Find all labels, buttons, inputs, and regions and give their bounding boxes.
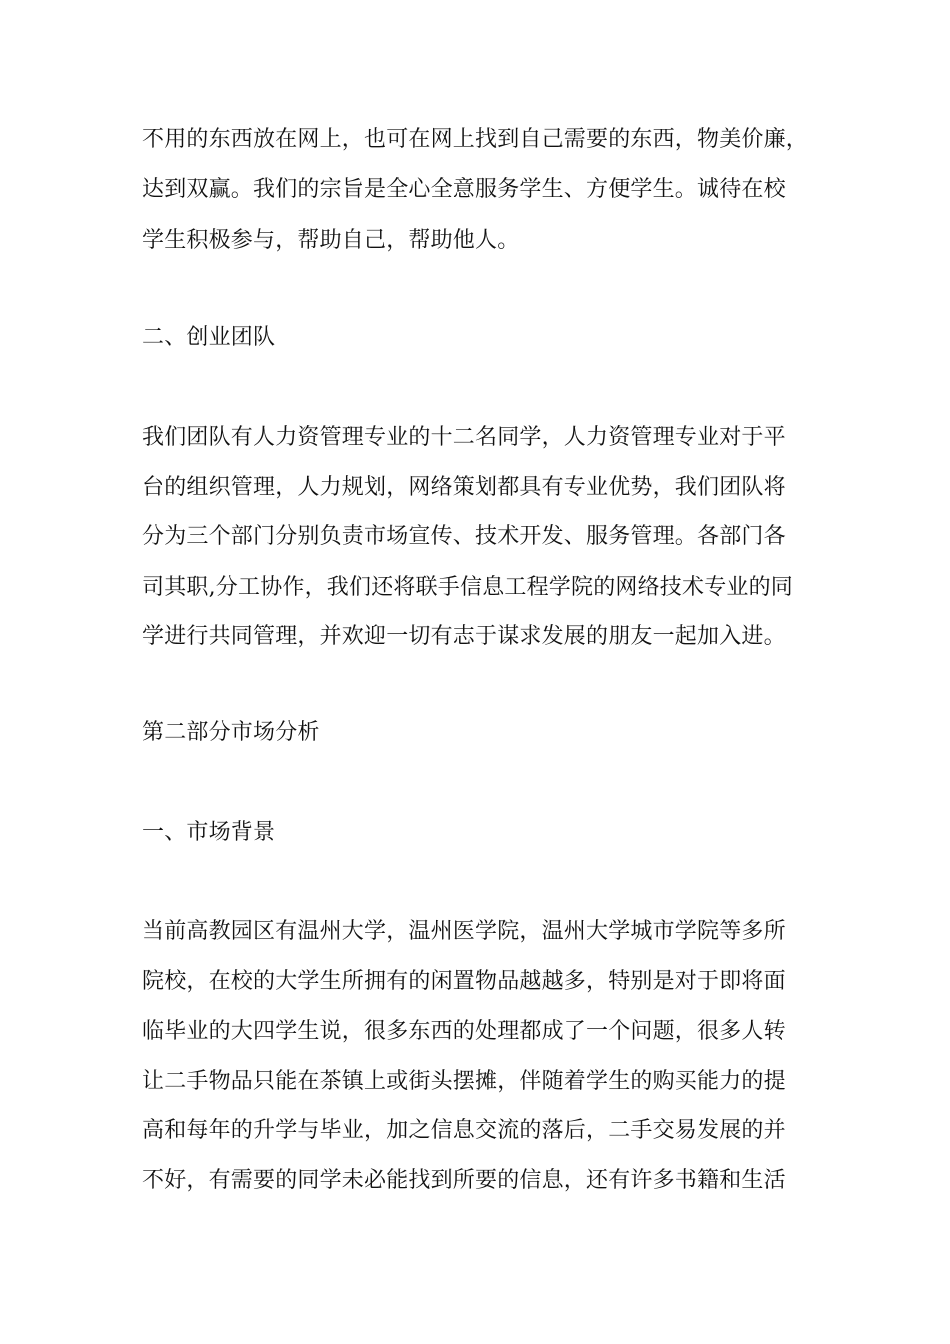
- section-heading-team: 二、创业团队: [142, 325, 276, 350]
- paragraph-line: 当前高教园区有温州大学，温州医学院，温州大学城市学院等多所: [142, 919, 786, 944]
- section-heading-market-background: 一、市场背景: [142, 820, 276, 845]
- paragraph-line: 让二手物品只能在茶镇上或街头摆摊，伴随着学生的购买能力的提: [142, 1069, 786, 1094]
- paragraph-line: 达到双赢。我们的宗旨是全心全意服务学生、方便学生。诚待在校: [142, 177, 786, 202]
- paragraph-line: 临毕业的大四学生说，很多东西的处理都成了一个问题，很多人转: [142, 1019, 786, 1044]
- paragraph-line: 高和每年的升学与毕业，加之信息交流的落后，二手交易发展的并: [142, 1118, 786, 1143]
- paragraph-line: 学生积极参与，帮助自己，帮助他人。: [142, 228, 520, 253]
- paragraph-line: 学进行共同管理，并欢迎一切有志于谋求发展的朋友一起加入进。: [142, 624, 786, 649]
- paragraph-line: 不用的东西放在网上，也可在网上找到自己需要的东西，物美价廉，: [142, 127, 809, 152]
- paragraph-line: 分为三个部门分别负责市场宣传、技术开发、服务管理。各部门各: [142, 524, 786, 549]
- paragraph-line: 司其职,分工协作，我们还将联手信息工程学院的网络技术专业的同: [142, 575, 793, 600]
- paragraph-line: 台的组织管理，人力规划，网络策划都具有专业优势，我们团队将: [142, 475, 786, 500]
- part-heading-market-analysis: 第二部分市场分析: [142, 720, 320, 745]
- paragraph-line: 院校，在校的大学生所拥有的闲置物品越越多，特别是对于即将面: [142, 969, 786, 994]
- paragraph-line: 不好，有需要的同学未必能找到所要的信息，还有许多书籍和生活: [142, 1168, 786, 1193]
- paragraph-line: 我们团队有人力资管理专业的十二名同学，人力资管理专业对于平: [142, 425, 786, 450]
